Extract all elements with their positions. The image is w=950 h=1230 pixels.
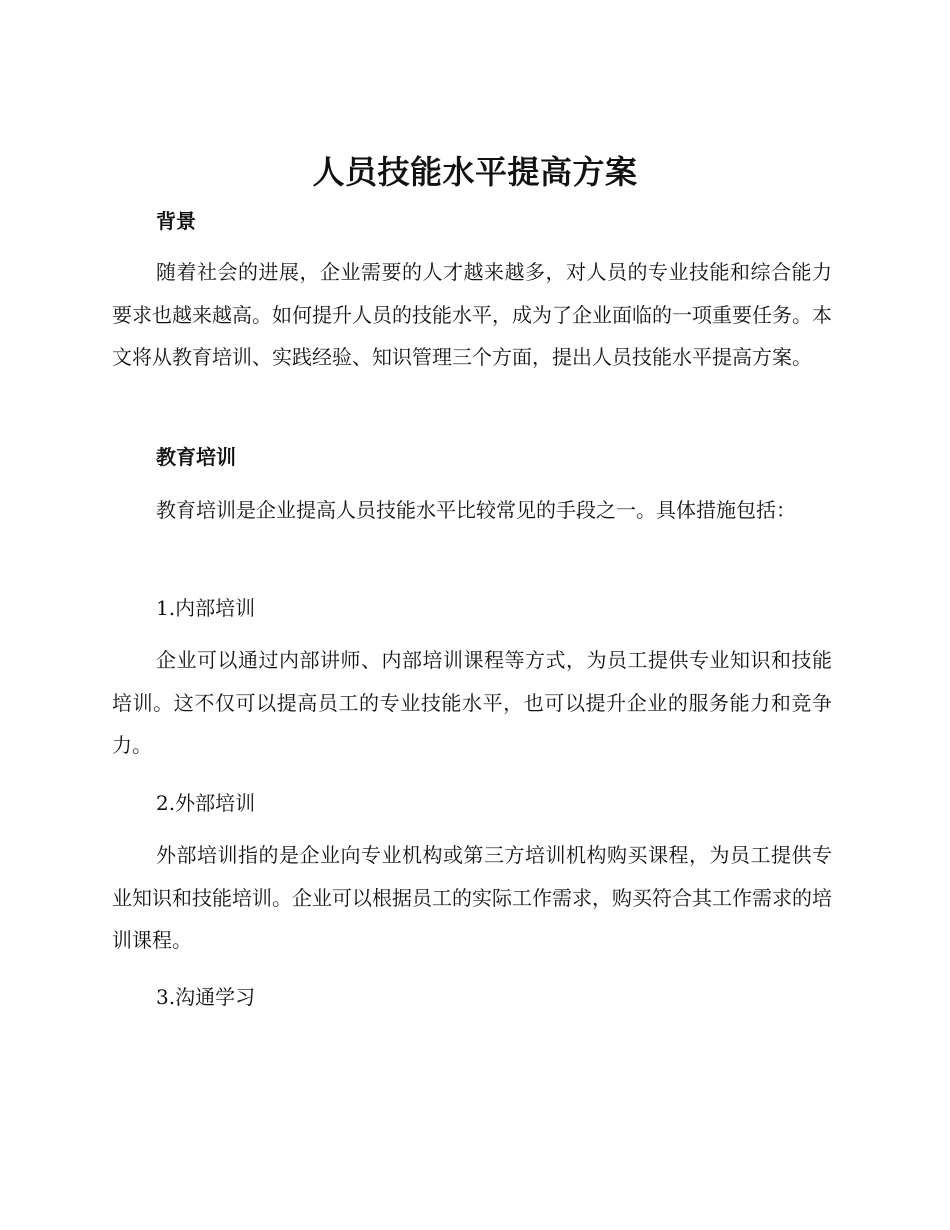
- external-training-paragraph: 外部培训指的是企业向专业机构或第三方培训机构购买课程，为员工提供专业知识和技能培训。企业可以根据员工的实际工作需求，购买符合其工作需求的培训课程。: [112, 843, 832, 952]
- document-title: 人员技能水平提高方案: [312, 153, 638, 191]
- item-label-external-training: 2.外部培训: [156, 791, 256, 815]
- training-intro-paragraph: 教育培训是企业提高人员技能水平比较常见的手段之一。具体措施包括：: [156, 498, 796, 522]
- background-paragraph: 随着社会的进展，企业需要的人才越来越多，对人员的专业技能和综合能力要求也越来越高。如何提升人员的技能水平，成为了企业面临的一项重要任务。本文将从教育培训、实践经验、知识管理三个方面，提出人员技能水平提高方案。: [112, 260, 832, 369]
- section-heading-training: 教育培训: [156, 445, 236, 469]
- item-label-communication-learning: 3.沟通学习: [156, 985, 256, 1009]
- section-heading-background: 背景: [156, 209, 196, 233]
- item-label-internal-training: 1.内部培训: [156, 596, 256, 620]
- internal-training-paragraph: 企业可以通过内部讲师、内部培训课程等方式，为员工提供专业知识和技能培训。这不仅可以提高员工的专业技能水平，也可以提升企业的服务能力和竞争力。: [112, 648, 832, 757]
